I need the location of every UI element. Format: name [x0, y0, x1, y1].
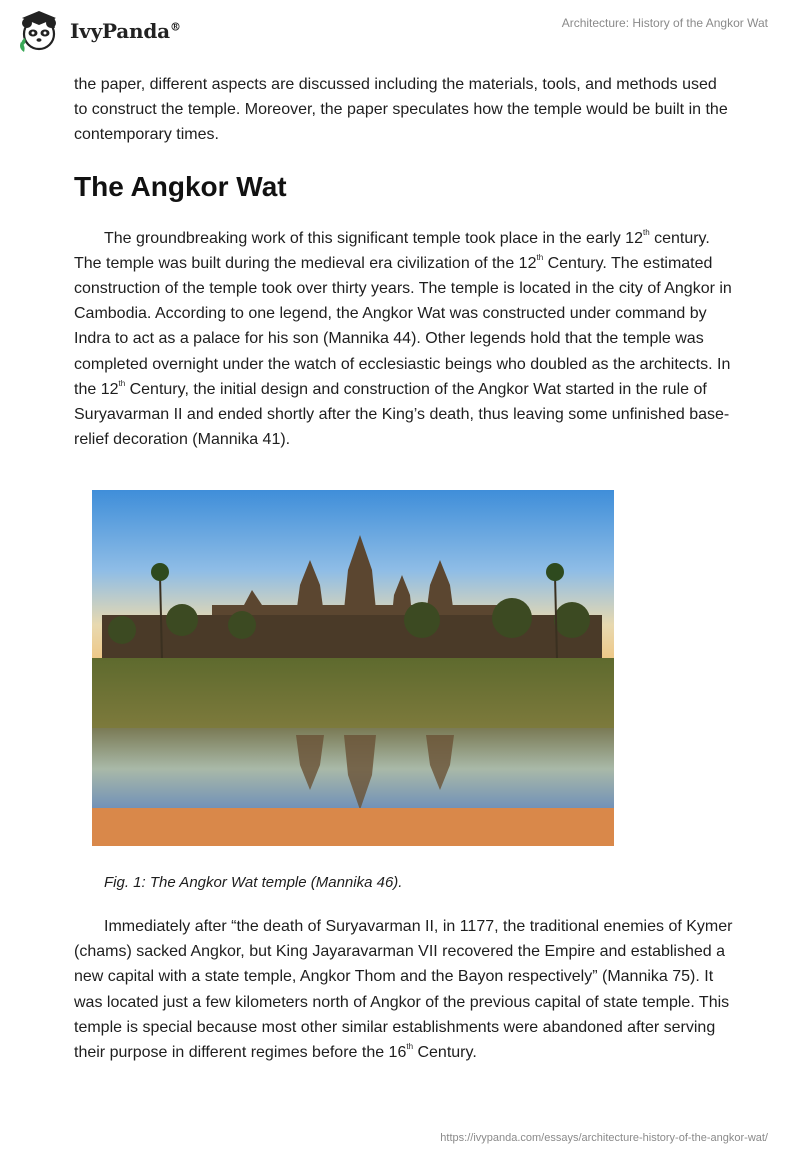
intro-paragraph-tail: the paper, different aspects are discussed including the materials, tools, and methods used to construct the temple. Moreover, the paper speculates how the temple would be built in the contemporary times.	[74, 76, 728, 144]
ivypanda-logo[interactable]	[16, 8, 181, 54]
page-header	[0, 0, 800, 64]
paragraph-2-container	[74, 914, 734, 1065]
source-url-link[interactable]: https://ivypanda.com/essays/architecture-history-of-the-angkor-wat/	[440, 1132, 768, 1144]
angkor-wat-photo	[92, 490, 614, 846]
paragraph-2: Immediately after “the death of Suryavarman II, in 1177, the traditional enemies of Kymer (chams) sacked Angkor, but King Jayaravarman VII recovered the Empire and established a new capital with a state temple, Angkor Thom and the Bayon respectively” (Mannika 75). It was located just a few kilometers north of Angkor of the previous capital of state temple. This temple is special because most other similar establishments were abandoned after serving their purpose in different regimes before the 16th Century.	[74, 918, 733, 1062]
paragraph-1: The groundbreaking work of this significant temple took place in the early 12th century. The temple was built during the medieval era civilization of the 12th Century. The estimated construction of the temple took over thirty years. The temple is located in the city of Angkor in Cambodia. According to one legend, the Angkor Wat was constructed under command by Indra to act as a palace for his son (Mannika 44). Other legends hold that the temple was completed overnight under the watch of ecclesiastic beings who doubled as the architects. In the 12th Century, the initial design and construction of the Angkor Wat started in the rule of Suryavarman II and ended shortly after the King’s death, thus leaving some unfinished base-relief decoration (Mannika 41).	[74, 227, 732, 449]
essay-content	[74, 72, 734, 452]
brand-name: IvyPanda®	[70, 19, 181, 43]
document-title: Architecture: History of the Angkor Wat	[561, 16, 768, 30]
section-heading: The Angkor Wat	[74, 170, 287, 202]
figure-caption: Fig. 1: The Angkor Wat temple (Mannika 46).	[104, 874, 403, 891]
panda-graduate-icon	[16, 8, 62, 54]
